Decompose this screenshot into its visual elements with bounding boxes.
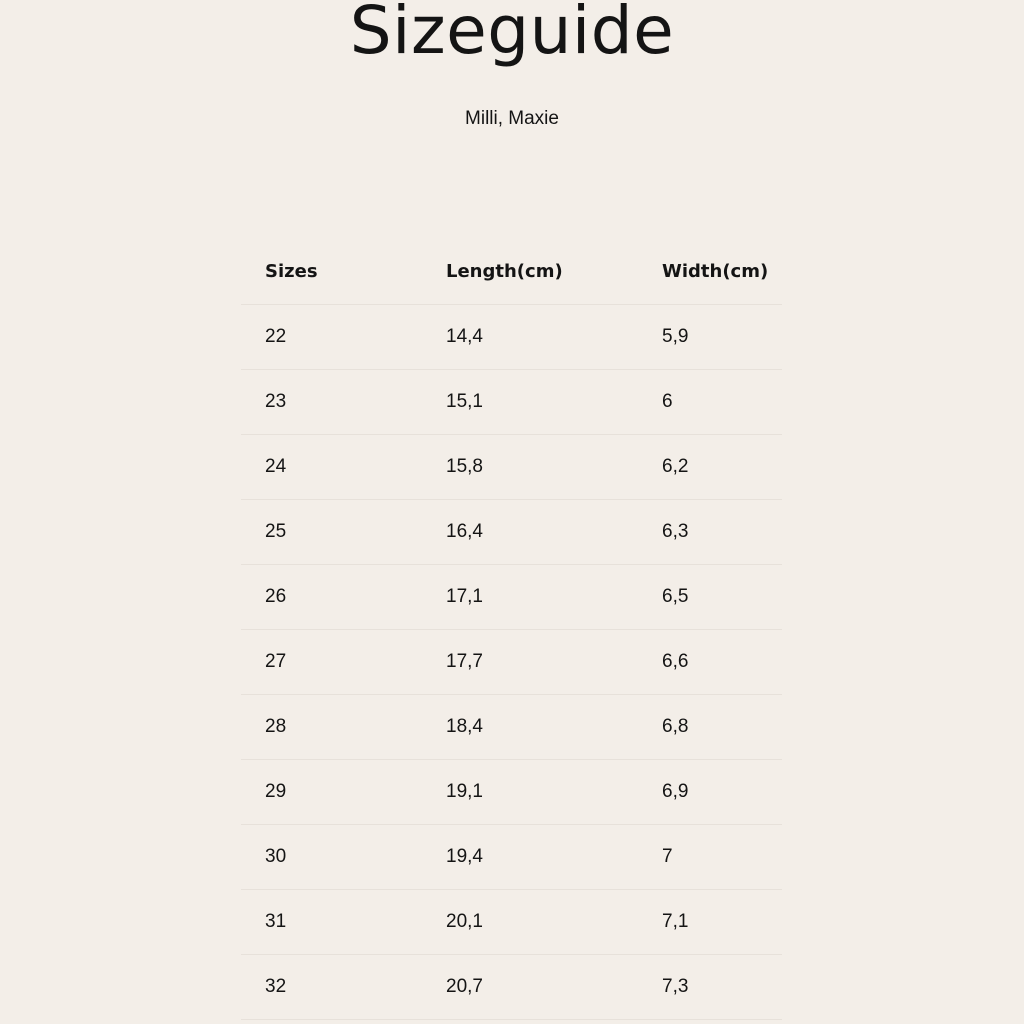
size-cell: 25 [265,521,287,542]
width-cell: 6,5 [662,586,689,607]
table-row [241,630,782,695]
length-cell: 15,1 [446,391,483,412]
width-cell: 6,9 [662,781,689,802]
width-cell: 6,2 [662,456,689,477]
table-row [241,890,782,955]
length-cell: 15,8 [446,456,483,477]
table-row [241,695,782,760]
size-cell: 30 [265,846,287,867]
size-cell: 24 [265,456,287,477]
length-cell: 14,4 [446,326,483,347]
length-cell: 19,1 [446,781,483,802]
table-row [241,760,782,825]
width-cell: 6 [662,391,673,412]
length-cell: 19,4 [446,846,483,867]
size-cell: 28 [265,716,287,737]
length-cell: 17,7 [446,651,483,672]
table-row [241,565,782,630]
size-cell: 32 [265,976,287,997]
size-cell: 31 [265,911,287,932]
table-row [241,305,782,370]
size-table [241,240,782,1020]
length-cell: 16,4 [446,521,483,542]
width-cell: 7,3 [662,976,689,997]
length-cell: 18,4 [446,716,483,737]
size-cell: 29 [265,781,287,802]
size-cell: 26 [265,586,287,607]
length-cell: 20,7 [446,976,483,997]
table-row [241,435,782,500]
length-cell: 17,1 [446,586,483,607]
column-header-length: Length(cm) [446,261,563,282]
width-cell: 7 [662,846,673,867]
length-cell: 20,1 [446,911,483,932]
table-row [241,500,782,565]
width-cell: 6,6 [662,651,689,672]
width-cell: 7,1 [662,911,689,932]
table-row [241,955,782,1020]
page-title: Sizeguide [349,0,675,69]
size-cell: 23 [265,391,287,412]
width-cell: 6,3 [662,521,689,542]
size-cell: 27 [265,651,287,672]
product-names: Milli, Maxie [465,108,559,129]
column-header-sizes: Sizes [265,261,318,282]
size-cell: 22 [265,326,287,347]
table-header-row [241,240,782,305]
table-row [241,370,782,435]
table-row [241,825,782,890]
width-cell: 5,9 [662,326,689,347]
column-header-width: Width(cm) [662,261,769,282]
width-cell: 6,8 [662,716,689,737]
